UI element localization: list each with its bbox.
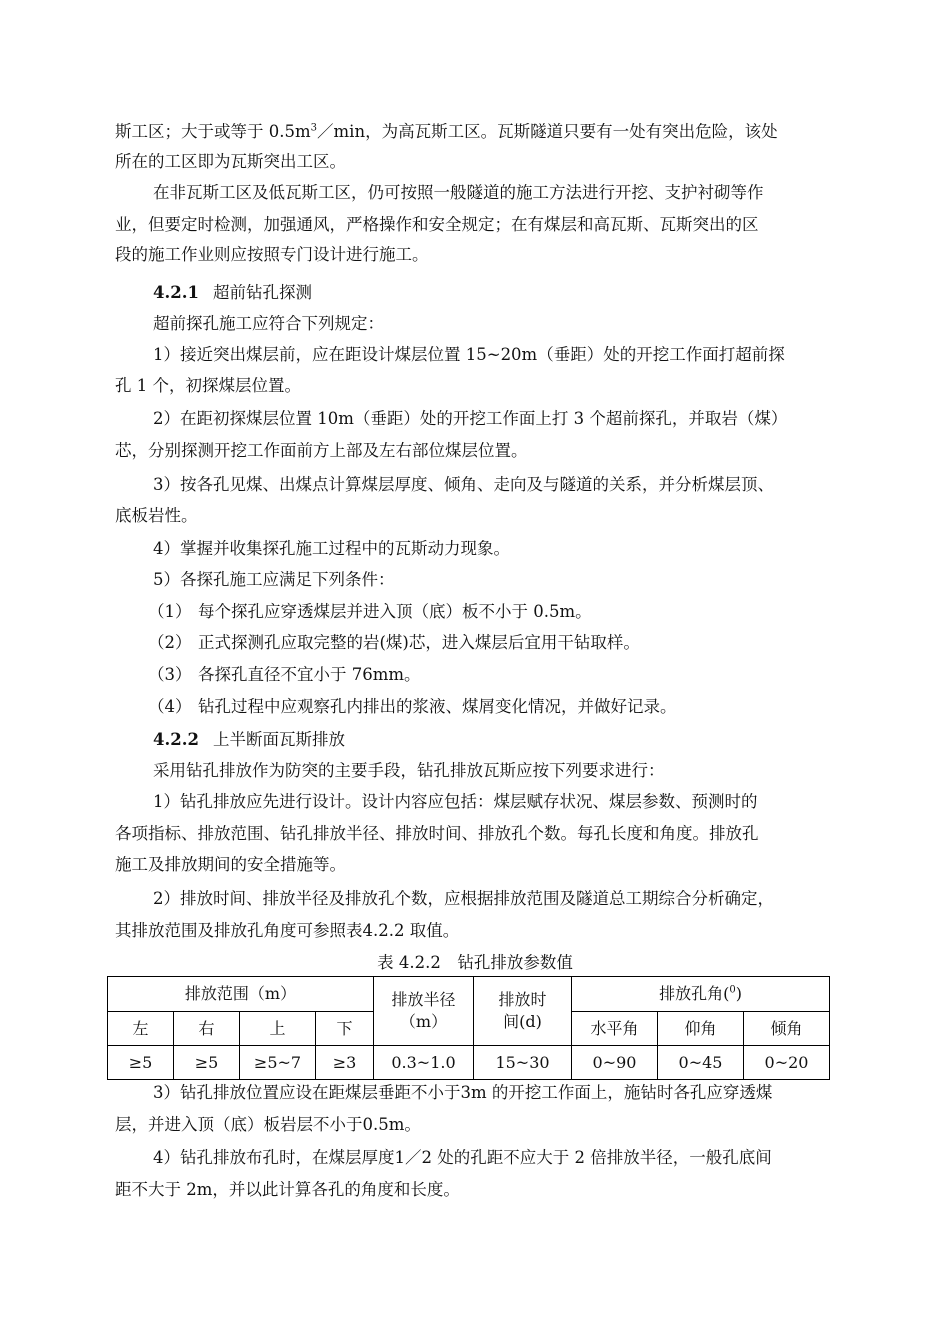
header-time: 排放时 间(d): [474, 977, 572, 1046]
section-title: 超前钻孔探测: [213, 283, 312, 302]
list-item-continuation: 距不大于 2m，并以此计算各孔的角度和长度。: [115, 1180, 460, 1199]
list-item-continuation: 孔 1 个，初探煤层位置。: [115, 376, 301, 395]
subheader-horizontal: 水平角: [572, 1012, 658, 1046]
table-cell: 15~30: [474, 1046, 572, 1080]
drilling-parameters-table: [107, 976, 830, 1080]
subheader-down: 下: [316, 1012, 374, 1046]
section-heading-4-2-1: [0, 282, 950, 304]
list-item: 2）排放时间、排放半径及排放孔个数，应根据排放范围及隧道总工期综合分析确定，: [153, 889, 774, 908]
table-cell: 0.3~1.0: [374, 1046, 474, 1080]
list-item-continuation: 底板岩性。: [115, 506, 198, 525]
subheader-right: 右: [174, 1012, 240, 1046]
list-item: 4）掌握并收集探孔施工过程中的瓦斯动力现象。: [153, 539, 510, 558]
table-cell: 0~45: [658, 1046, 744, 1080]
table-cell: ≥5: [108, 1046, 174, 1080]
list-item-continuation: 层，并进入顶（底）板岩层不小于0.5m。: [115, 1115, 421, 1134]
paragraph-line: 超前探孔施工应符合下列规定：: [153, 314, 384, 333]
condition-item: （1） 每个探孔应穿透煤层并进入顶（底）板不小于 0.5m。: [148, 602, 592, 621]
table-row: [108, 1046, 830, 1080]
header-range: 排放范围（m）: [108, 977, 374, 1012]
list-item: 3）按各孔见煤、出煤点计算煤层厚度、倾角、走向及与隧道的关系，并分析煤层顶、: [153, 475, 774, 494]
list-item-continuation: 施工及排放期间的安全措施等。: [115, 855, 346, 874]
list-item: 3）钻孔排放位置应设在距煤层垂距不小于3m 的开挖工作面上，施钻时各孔应穿透煤: [153, 1083, 773, 1102]
header-radius: 排放半径 （m）: [374, 977, 474, 1046]
subheader-dip: 倾角: [744, 1012, 830, 1046]
paragraph-line: 所在的工区即为瓦斯突出工区。: [115, 152, 346, 171]
paragraph-line: 业，但要定时检测，加强通风，严格操作和安全规定；在有煤层和高瓦斯、瓦斯突出的区: [115, 215, 759, 234]
list-item-continuation: 各项指标、排放范围、钻孔排放半径、排放时间、排放孔个数。每孔长度和角度。排放孔: [115, 824, 759, 843]
condition-item: （4） 钻孔过程中应观察孔内排出的浆液、煤屑变化情况，并做好记录。: [148, 697, 677, 716]
section-title: 上半断面瓦斯排放: [213, 730, 345, 749]
paragraph-line: 在非瓦斯工区及低瓦斯工区，仍可按照一般隧道的施工方法进行开挖、支护衬砌等作: [153, 183, 764, 202]
paragraph-line: 段的施工作业则应按照专门设计进行施工。: [115, 245, 429, 264]
subheader-left: 左: [108, 1012, 174, 1046]
list-item-continuation: 芯，分别探测开挖工作面前方上部及左右部位煤层位置。: [115, 441, 528, 460]
list-item: 2）在距初探煤层位置 10m（垂距）处的开挖工作面上打 3 个超前探孔，并取岩（煤）: [153, 409, 788, 428]
section-heading-4-2-2: [0, 729, 950, 751]
subheader-elevation: 仰角: [658, 1012, 744, 1046]
condition-item: （3） 各探孔直径不宜小于 76mm。: [148, 665, 421, 684]
table-cell: ≥5: [174, 1046, 240, 1080]
table-cell: 0~20: [744, 1046, 830, 1080]
list-item: 4）钻孔排放布孔时，在煤层厚度1／2 处的孔距不应大于 2 倍排放半径，一般孔底间: [153, 1148, 772, 1167]
section-number: 4.2.1: [153, 283, 199, 302]
paragraph-line: 采用钻孔排放作为防突的主要手段，钻孔排放瓦斯应按下列要求进行：: [153, 761, 665, 780]
table-cell: 0~90: [572, 1046, 658, 1080]
subheader-up: 上: [240, 1012, 316, 1046]
table-cell: ≥5~7: [240, 1046, 316, 1080]
list-item: 1）接近突出煤层前，应在距设计煤层位置 15~20m（垂距）处的开挖工作面打超前探: [153, 345, 785, 364]
table-cell: ≥3: [316, 1046, 374, 1080]
list-item-continuation: 其排放范围及排放孔角度可参照表4.2.2 取值。: [115, 921, 460, 940]
header-angle: 排放孔角($^0$): [572, 977, 830, 1012]
condition-item: （2） 正式探测孔应取完整的岩(煤)芯，进入煤层后宜用干钻取样。: [148, 633, 640, 652]
table-caption: 表 4.2.2 钻孔排放参数值: [377, 953, 573, 972]
list-item: 5）各探孔施工应满足下列条件：: [153, 570, 395, 589]
section-number: 4.2.2: [153, 730, 199, 749]
list-item: 1）钻孔排放应先进行设计。设计内容应包括：煤层赋存状况、煤层参数、预测时的: [153, 792, 758, 811]
paragraph-line: 斯工区；大于或等于 $0.5m^3/\min$，为高瓦斯工区。瓦斯隧道只要有一处有突出危险，该处: [115, 122, 778, 141]
